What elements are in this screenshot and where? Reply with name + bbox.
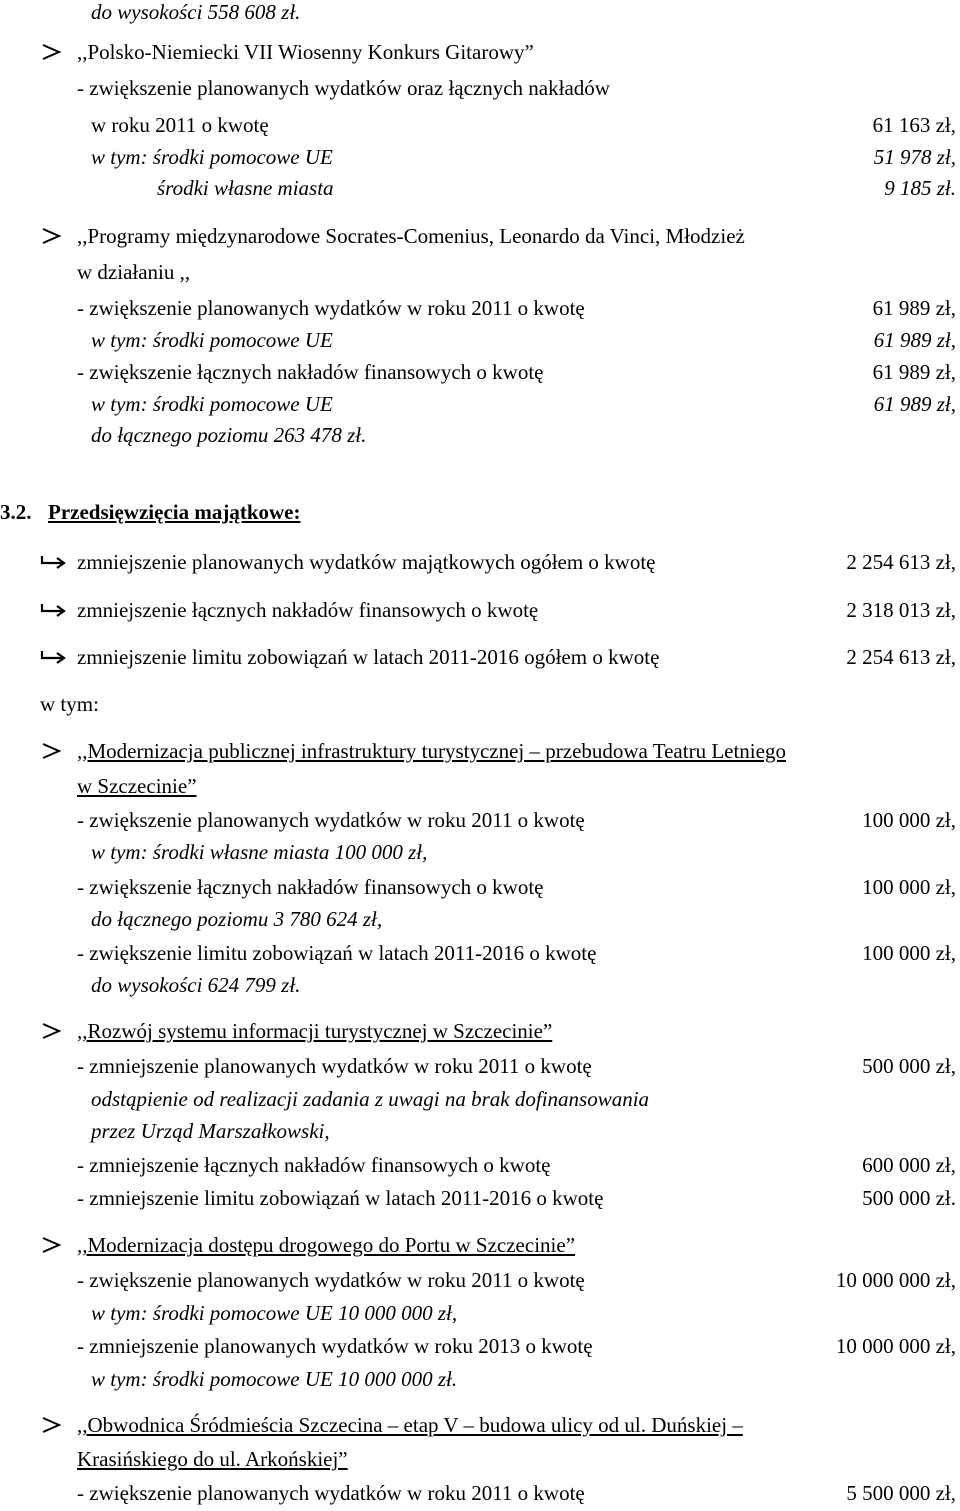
list-item-title-line — [0, 36, 956, 68]
line-text: do łącznego poziomu 263 478 zł. — [91, 423, 367, 447]
doc-line — [0, 1083, 956, 1115]
hook-arrow-icon — [40, 641, 70, 673]
section-number: 3.2. — [0, 500, 32, 524]
summary-line — [0, 594, 956, 626]
line-text: - zmniejszenie łącznych nakładów finansowych o kwotę — [77, 1153, 551, 1177]
amount: 61 989 zł, — [872, 296, 956, 320]
summary-text: zmniejszenie planowanych wydatków majątkowych ogółem o kwotę — [77, 550, 656, 574]
doc-line — [0, 1264, 956, 1296]
summary-text: zmniejszenie łącznych nakładów finansowych o kwotę — [77, 598, 539, 622]
amount: 10 000 000 zł, — [835, 1334, 956, 1358]
doc-line — [0, 419, 956, 451]
line-text: - zmniejszenie limitu zobowiązań w latach 2011-2016 o kwotę — [77, 1186, 604, 1210]
list-item-title-line — [0, 1409, 956, 1441]
doc-line — [0, 1297, 956, 1329]
amount: 2 254 613 zł, — [846, 645, 956, 669]
line-text: - zwiększenie limitu zobowiązań w latach 2011-2016 o kwotę — [77, 941, 597, 965]
doc-line — [0, 72, 956, 104]
list-item-title-line — [0, 220, 956, 252]
doc-line — [0, 836, 956, 868]
doc-line — [0, 324, 956, 356]
doc-line — [0, 1149, 956, 1181]
line-text: - zmniejszenie planowanych wydatków w roku 2011 o kwotę — [77, 1054, 592, 1078]
doc-line — [0, 1363, 956, 1395]
hook-arrow-icon — [40, 546, 70, 578]
line-text: w tym: środki pomocowe UE — [91, 328, 333, 352]
line-text: - zwiększenie planowanych wydatków w roku 2011 o kwotę — [77, 296, 585, 320]
item-title: ,,Programy międzynarodowe Socrates-Comenius, Leonardo da Vinci, Młodzież — [77, 224, 745, 248]
doc-line — [0, 172, 956, 204]
summary-line — [0, 546, 956, 578]
item-title: ,,Obwodnica Śródmieścia Szczecina – etap V – budowa ulicy od ul. Duńskiej – — [77, 1413, 743, 1437]
amount: 51 978 zł, — [873, 145, 956, 169]
title-quote: ,, — [77, 739, 88, 763]
amount: 2 254 613 zł, — [846, 550, 956, 574]
amount: 500 000 zł. — [862, 1186, 956, 1210]
doc-line — [0, 1050, 956, 1082]
amount: 100 000 zł, — [862, 808, 956, 832]
doc-line — [0, 969, 956, 1001]
amount: 500 000 zł, — [862, 1054, 956, 1078]
w-tym-label: w tym: — [40, 692, 99, 716]
line-text: do łącznego poziomu 3 780 624 zł, — [91, 907, 383, 931]
doc-line — [0, 109, 956, 141]
line-text: - zmniejszenie planowanych wydatków w roku 2013 o kwotę — [77, 1334, 593, 1358]
amount: 600 000 zł, — [862, 1153, 956, 1177]
line-text: w tym: środki pomocowe UE 10 000 000 zł, — [91, 1301, 458, 1325]
section-title: Przedsięwzięcia majątkowe: — [48, 500, 301, 524]
amount: 61 989 zł, — [872, 360, 956, 384]
list-item-title-line — [0, 1015, 956, 1047]
amount: 5 500 000 zł, — [846, 1481, 956, 1505]
hook-arrow-icon — [40, 594, 70, 626]
line-text: odstąpienie od realizacji zadania z uwagi na brak dofinansowania — [91, 1087, 650, 1111]
amount: 9 185 zł. — [884, 176, 956, 200]
amount: 100 000 zł, — [862, 875, 956, 899]
doc-line — [0, 256, 956, 288]
amount: 61 989 zł, — [873, 392, 956, 416]
doc-line — [0, 1477, 956, 1509]
doc-line — [0, 688, 956, 720]
line-text: - zwiększenie planowanych wydatków w roku 2011 o kwotę — [77, 1481, 585, 1505]
doc-line — [0, 1115, 956, 1147]
line-text: - zwiększenie planowanych wydatków oraz łącznych nakładów — [77, 76, 610, 100]
line-text: w tym: środki pomocowe UE — [91, 145, 333, 169]
arrowhead-bullet-icon — [40, 1409, 64, 1441]
amount: 2 318 013 zł, — [846, 598, 956, 622]
amount: 61 989 zł, — [873, 328, 956, 352]
doc-line — [0, 804, 956, 836]
amount: 10 000 000 zł, — [835, 1268, 956, 1292]
item-title: ,,Polsko-Niemiecki VII Wiosenny Konkurs Gitarowy” — [77, 40, 534, 64]
doc-line — [0, 903, 956, 935]
item-title-continued: w działaniu ,, — [77, 260, 191, 284]
doc-line — [0, 356, 956, 388]
arrowhead-bullet-icon — [40, 1229, 64, 1261]
line-text: w roku 2011 o kwotę — [91, 113, 269, 137]
line-text: - zwiększenie planowanych wydatków w roku 2011 o kwotę — [77, 1268, 585, 1292]
arrowhead-bullet-icon — [40, 36, 64, 68]
item-title-continued: w Szczecinie” — [77, 774, 197, 798]
line-text: - zwiększenie łącznych nakładów finansowych o kwotę — [77, 875, 544, 899]
line-text: - zwiększenie łącznych nakładów finansowych o kwotę — [77, 360, 544, 384]
doc-line — [0, 1182, 956, 1214]
item-title: ,,Rozwój systemu informacji turystycznej w Szczecinie” — [77, 1019, 553, 1043]
summary-text: zmniejszenie limitu zobowiązań w latach 2011-2016 ogółem o kwotę — [77, 645, 660, 669]
continuation-text: do wysokości 558 608 zł. — [91, 0, 301, 24]
list-item-title-line — [0, 1229, 956, 1261]
line-text: do wysokości 624 799 zł. — [91, 973, 301, 997]
doc-line — [0, 770, 956, 802]
amount: 100 000 zł, — [862, 941, 956, 965]
section-heading — [0, 496, 956, 528]
line-text: przez Urząd Marszałkowski, — [91, 1119, 330, 1143]
item-title-continued: Krasińskiego do ul. Arkońskiej” — [77, 1447, 348, 1471]
title-text: Modernizacja publicznej infrastruktury turystycznej – przebudowa Teatru Letniego — [87, 739, 786, 763]
doc-line — [0, 292, 956, 324]
line-text: - zwiększenie planowanych wydatków w roku 2011 o kwotę — [77, 808, 585, 832]
doc-line — [0, 937, 956, 969]
summary-line — [0, 641, 956, 673]
doc-line — [0, 141, 956, 173]
line-text: środki własne miasta — [157, 176, 334, 200]
doc-line — [0, 0, 956, 28]
item-title — [77, 735, 786, 767]
doc-line — [0, 1330, 956, 1362]
arrowhead-bullet-icon — [40, 735, 64, 767]
doc-line — [0, 388, 956, 420]
arrowhead-bullet-icon — [40, 1015, 64, 1047]
item-title: ,,Modernizacja dostępu drogowego do Portu w Szczecinie” — [77, 1233, 576, 1257]
amount: 61 163 zł, — [872, 113, 956, 137]
doc-line — [0, 871, 956, 903]
arrowhead-bullet-icon — [40, 220, 64, 252]
line-text: w tym: środki własne miasta 100 000 zł, — [91, 840, 428, 864]
line-text: w tym: środki pomocowe UE — [91, 392, 333, 416]
list-item-title-line — [0, 735, 956, 767]
line-text: w tym: środki pomocowe UE 10 000 000 zł. — [91, 1367, 458, 1391]
doc-line — [0, 1443, 956, 1475]
